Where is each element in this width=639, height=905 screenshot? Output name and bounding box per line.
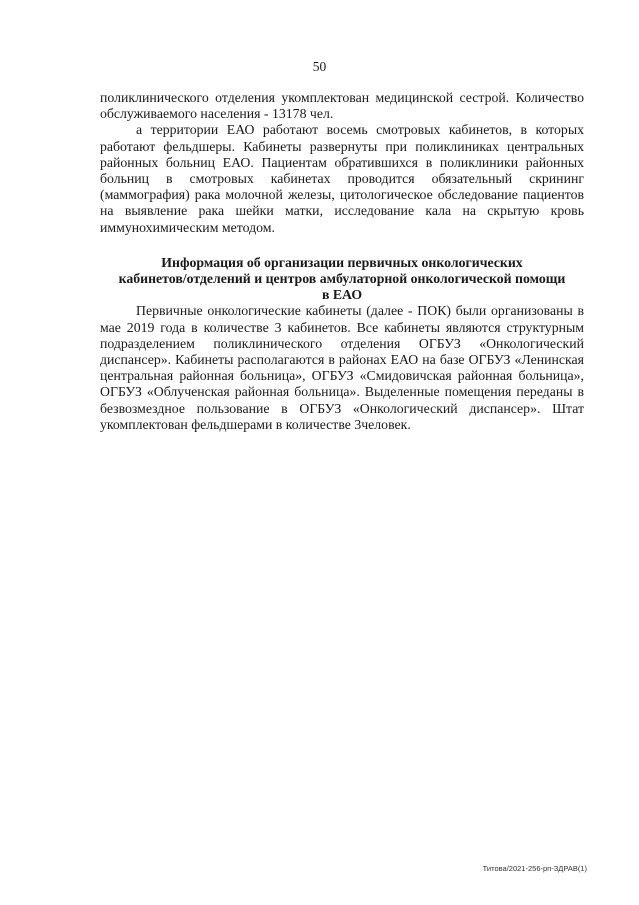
section-heading: [100, 255, 584, 304]
page-number: 50: [312, 59, 327, 74]
paragraph-staffing: поликлинического отделения укомплектован медицинской сестрой. Количество обслуживаемого населения - 13178 чел.: [100, 90, 584, 122]
paragraph-screening-rooms: а территории ЕАО работают восемь смотровых кабинетов, в которых работают фельдшеры. Кабинеты развернуты при поликлиниках центральных районных больниц ЕАО. Пациентам обратившихся в поликлиники районных больниц в смотровых кабинетах проводится обязательный скрининг (маммография) рака молочной железы, цитологическое обследование пациентов на выявление рака шейки матки, исследование кала на скрытую кровь иммунохимическим методом.: [100, 122, 584, 235]
heading-line-2: кабинетов/отделений и центров амбулаторной онкологической помощи: [118, 271, 566, 287]
document-body: [100, 90, 584, 433]
heading-line-1: Информация об организации первичных онкологических: [161, 254, 523, 270]
section-screening-rooms: [100, 90, 584, 236]
document-footer-code: Титова/2021-256-рп-ЗДРАВ(1): [482, 864, 587, 873]
paragraph-primary-oncology-rooms: Первичные онкологические кабинеты (далее - ПОК) были организованы в мае 2019 года в количестве 3 кабинетов. Все кабинеты являются структурным подразделением поликлинического отделения ОГБУЗ «Онкологический диспансер». Кабинеты располагаются в районах ЕАО на базе ОГБУЗ «Ленинская центральная районная больница», ОГБУЗ «Смидовичская районная больница», ОГБУЗ «Облученская районная больница». Выделенные помещения переданы в безвозмездное пользование в ОГБУЗ «Онкологический диспансер». Штат укомплектован фельдшерами в количестве 3человек.: [100, 303, 584, 432]
heading-line-3: в ЕАО: [321, 287, 363, 303]
